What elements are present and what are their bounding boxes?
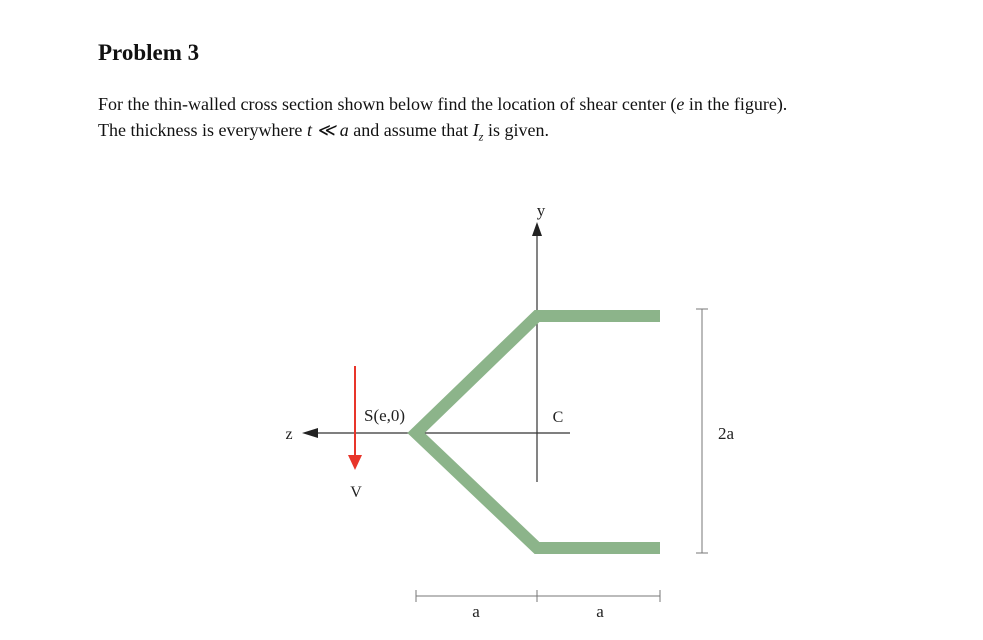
statement-text: is given. bbox=[483, 120, 549, 140]
z-axis-arrowhead bbox=[302, 428, 318, 438]
left-width-label: a bbox=[472, 602, 480, 621]
thin-walled-section bbox=[416, 316, 660, 548]
height-dimension-label: 2a bbox=[717, 424, 735, 443]
statement-text: in the figure). bbox=[684, 94, 788, 114]
math-t-much-less-a: t ≪ a bbox=[306, 120, 349, 140]
y-axis-label: y bbox=[536, 201, 546, 220]
shear-force-label: V bbox=[350, 484, 362, 501]
right-width-label: a bbox=[596, 602, 604, 621]
centroid-label: C bbox=[552, 409, 564, 426]
statement-text: The thickness is everywhere bbox=[98, 120, 307, 140]
z-axis-label: z bbox=[285, 426, 293, 443]
statement-text: For the thin-walled cross section shown below find the location of shear center ( bbox=[98, 94, 677, 114]
math-i: I bbox=[472, 120, 479, 140]
shear-center-label: S(e,0) bbox=[364, 406, 406, 425]
statement-text: and assume that bbox=[348, 120, 473, 140]
problem-heading: Problem 3 bbox=[98, 40, 200, 65]
math-sub-z: z bbox=[478, 129, 484, 144]
shear-force-arrowhead bbox=[348, 455, 362, 470]
y-axis-arrowhead bbox=[532, 222, 542, 236]
math-e: e bbox=[676, 94, 685, 114]
